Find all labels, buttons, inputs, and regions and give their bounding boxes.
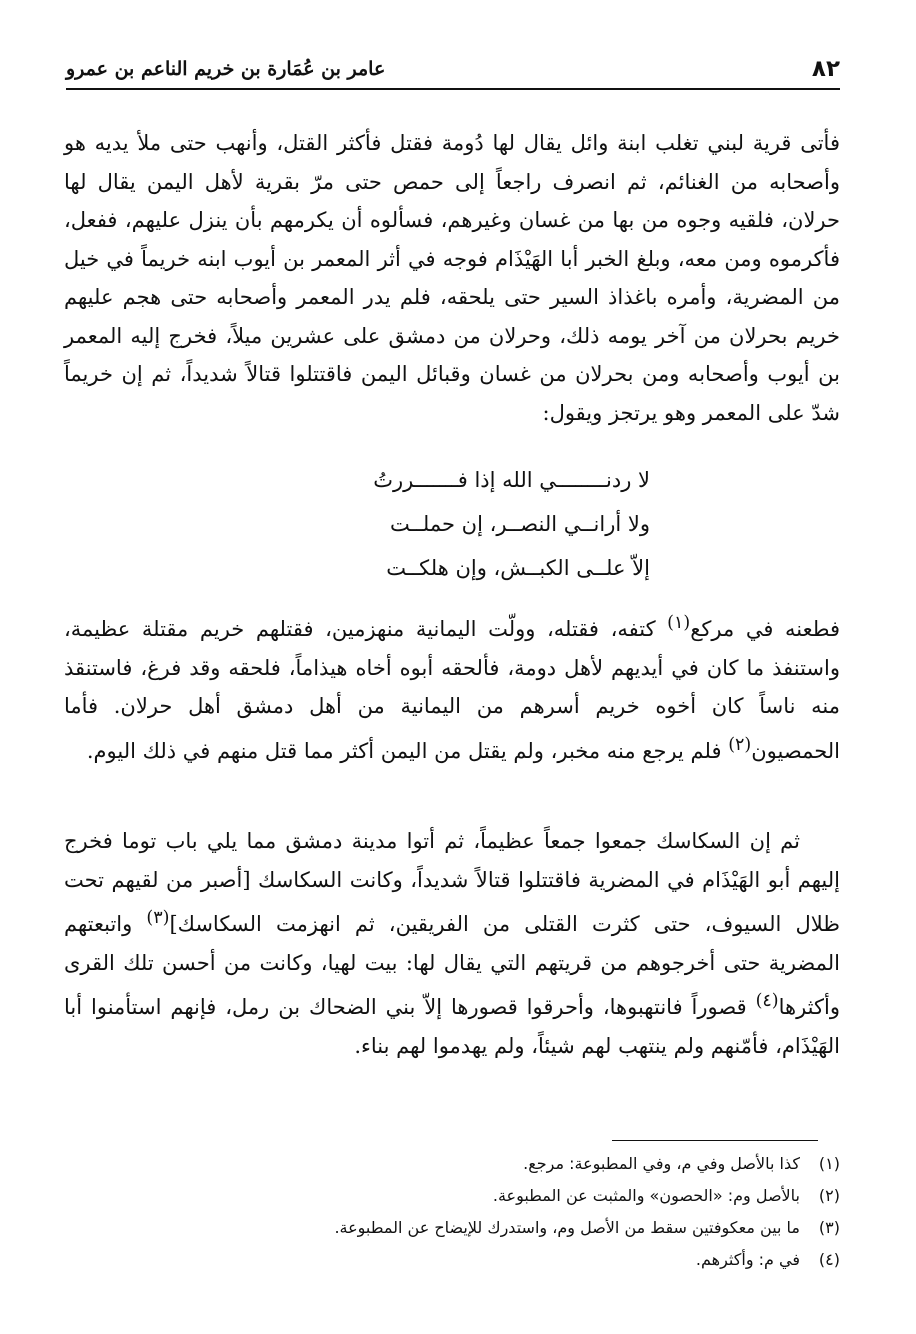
paragraph-2 [64,604,840,770]
paragraph-1: فأتى قرية لبني تغلب ابنة وائل يقال لها دُومة فقتل فأكثر القتل، وأنهب حتى ملأ يديه هو وأصحابه من الغنائم، ثم انصرف راجعاً إلى حمص حتى مرّ بقرية لأهل اليمن يقال لها حرلان، فلقيه وجوه من بها من غسان وغيرهم، فسألوه أن يكرمهم بأن ينزل عليهم، ففعل، فأكرموه ومن معه، وبلغ الخبر أبا الهَيْذَام فوجه في أثر المعمر بن أيوب ابنه خريماً في خيل من المضرية، وأمره باغذاذ السير حتى يلحقه، فلم يدر المعمر وأصحابه حتى هجم عليهم خريم بحرلان من آخر يومه ذلك، وحرلان من دمشق على عشرين ميلاً، فخرج إليه المعمر بن أيوب وأصحابه ومن بحرلان من غسان وقبائل اليمن فاقتتلوا قتالاً شديداً، ثم إن خريماً شدّ على المعمر وهو يرتجز ويقول: [64,131,840,425]
footnote-text: ما بين معكوفتين سقط من الأصل وم، واستدرك للإيضاح عن المطبوعة. [334,1218,800,1237]
page-header [66,52,840,90]
header-rule [66,88,840,90]
footnote-4 [140,1244,840,1276]
verse-line-3: إلاّ علــى الكبــش، وإن هلكــت [386,556,650,580]
paragraph-3-text-a: ثم إن السكاسك جمعوا جمعاً عظيماً، ثم أتوا مدينة دمشق مما يلي باب توما فخرج إليهم أبو الهَيْذَام في المضرية فاقتتلوا قتالاً شديداً، وكانت السكاسك [أصبر من لقيهم تحت ظلال السيوف، حتى كثرت القتلى من الفريقين، ثم انهزمت السكاسك] [64,829,840,936]
paragraph-3-text-c: قصوراً فانتهبوها، وأحرقوا قصورها إلاّ بني الضحاك بن رمل، فإنهم استأمنوا أبا الهَيْذَام، فأمّنهم ولم ينتهب لهم شيئاً، ولم يهدموا لهم بناء. [64,995,840,1058]
footnote-1 [140,1148,840,1180]
footnote-number: (٣) [818,1218,840,1237]
verse-line-2: ولا أرانــي النصــر، إن حملــت [390,512,650,536]
footnote-ref-1: (١) [667,613,691,633]
paragraph-3-text-b: واتبعتهم المضرية حتى أخرجوهم من قريتهم التي يقال لها: بيت لهيا، وكانت من أحسن تلك القرى وأكثرها [64,912,840,1019]
footnote-ref-4: (٤) [755,991,779,1011]
footnotes [140,1148,840,1276]
paragraph-2-text-c: فلم يرجع منه مخبر، ولم يقتل من اليمن أكثر مما قتل منهم في ذلك اليوم. [86,738,729,763]
footnote-ref-2: (٢) [728,734,752,755]
footnote-number: (١) [818,1154,840,1173]
footnote-text: بالأصل وم: «الحصون» والمثبت عن المطبوعة. [492,1186,800,1205]
verse-line-1: لا ردنــــــــي الله إذا فـــــــررتُ [373,468,650,492]
footnote-separator [612,1140,818,1141]
footnote-number: (٤) [818,1250,840,1269]
footnote-2 [140,1180,840,1212]
footnote-text: كذا بالأصل وفي م، وفي المطبوعة: مرجع. [523,1154,800,1173]
paragraph-2-text-a: فطعنه في مركع [690,617,840,641]
footnote-text: في م: وأكثرهم. [695,1250,800,1269]
page-number: ٨٢ [811,56,840,82]
footnote-3 [140,1212,840,1244]
paragraph-3 [64,822,840,1065]
footnote-number: (٢) [818,1186,840,1205]
running-title: عامر بن عُمَارة بن خريم الناعم بن عمرو [66,58,386,80]
footnote-ref-3: (٣) [146,908,170,928]
paragraph-2-text-b: كتفه، فقتله، وولّت اليمانية منهزمين، فقتلهم خريم مقتلة عظيمة، واستنفذ ما كان في أيديهم لأهل دومة، فألحقه أبوه أخاه هيذاماً، فلحقه وقد فرغ، فاستنقذ منه ناساً كان أخوه خريم أسرهم من اليمانية من أهل دمشق أهل حرلان. فأما الحمصيون [64,617,840,763]
